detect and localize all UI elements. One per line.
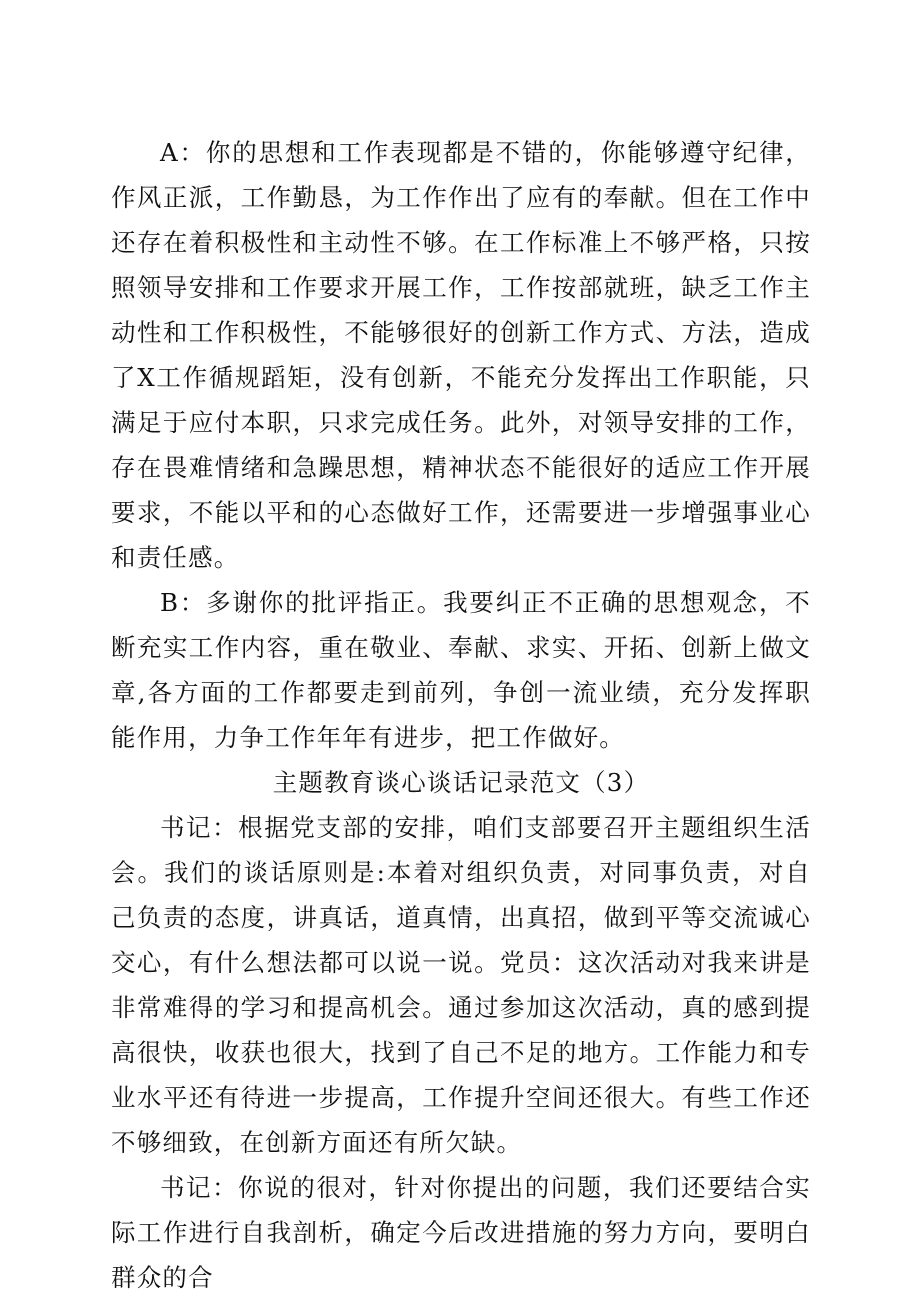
section-title: 主题教育谈心谈话记录范文（3） bbox=[272, 768, 650, 797]
paragraph-secretary-1: 书记：根据党支部的安排，咱们支部要召开主题组织生活会。我们的谈话原则是:本着对组织负责，对同事负责，对自己负责的态度，讲真话，道真情，出真招，做到平等交流诚心交心，有什么想法都可以说一说。党员：这次活动对我来讲是非常难得的学习和提高机会。通过参加这次活动，真的感到提高很快，收获也很大，找到了自己不足的地方。工作能力和专业水平还有待进一步提高，工作提升空间还很大。有些工作还不够细致，在创新方面还有所欠缺。 bbox=[111, 813, 811, 1157]
paragraph-secretary-2: 书记：你说的很对，针对你提出的问题，我们还要结合实际工作进行自我剖析，确定今后改进措施的努力方向，要明白群众的合 bbox=[111, 1173, 811, 1292]
document-body bbox=[111, 130, 811, 1300]
paragraph-b: B：多谢你的批评指正。我要纠正不正确的思想观念，不断充实工作内容，重在敬业、奉献、求实、开拓、创新上做文章,各方面的工作都要走到前列，争创一流业绩，充分发挥职能作用，力争工作年年有进步，把工作做好。 bbox=[111, 588, 811, 752]
paragraph-a: A：你的思想和工作表现都是不错的，你能够遵守纪律，作风正派，工作勤恳，为工作作出了应有的奉献。但在工作中还存在着积极性和主动性不够。在工作标准上不够严格，只按照领导安排和工作要求开展工作，工作按部就班，缺乏工作主动性和工作积极性，不能够很好的创新工作方式、方法，造成了X工作循规蹈矩，没有创新，不能充分发挥出工作职能，只满足于应付本职，只求完成任务。此外，对领导安排的工作，存在畏难情绪和急躁思想，精神状态不能很好的适应工作开展要求，不能以平和的心态做好工作，还需要进一步增强事业心和责任感。 bbox=[111, 138, 811, 572]
